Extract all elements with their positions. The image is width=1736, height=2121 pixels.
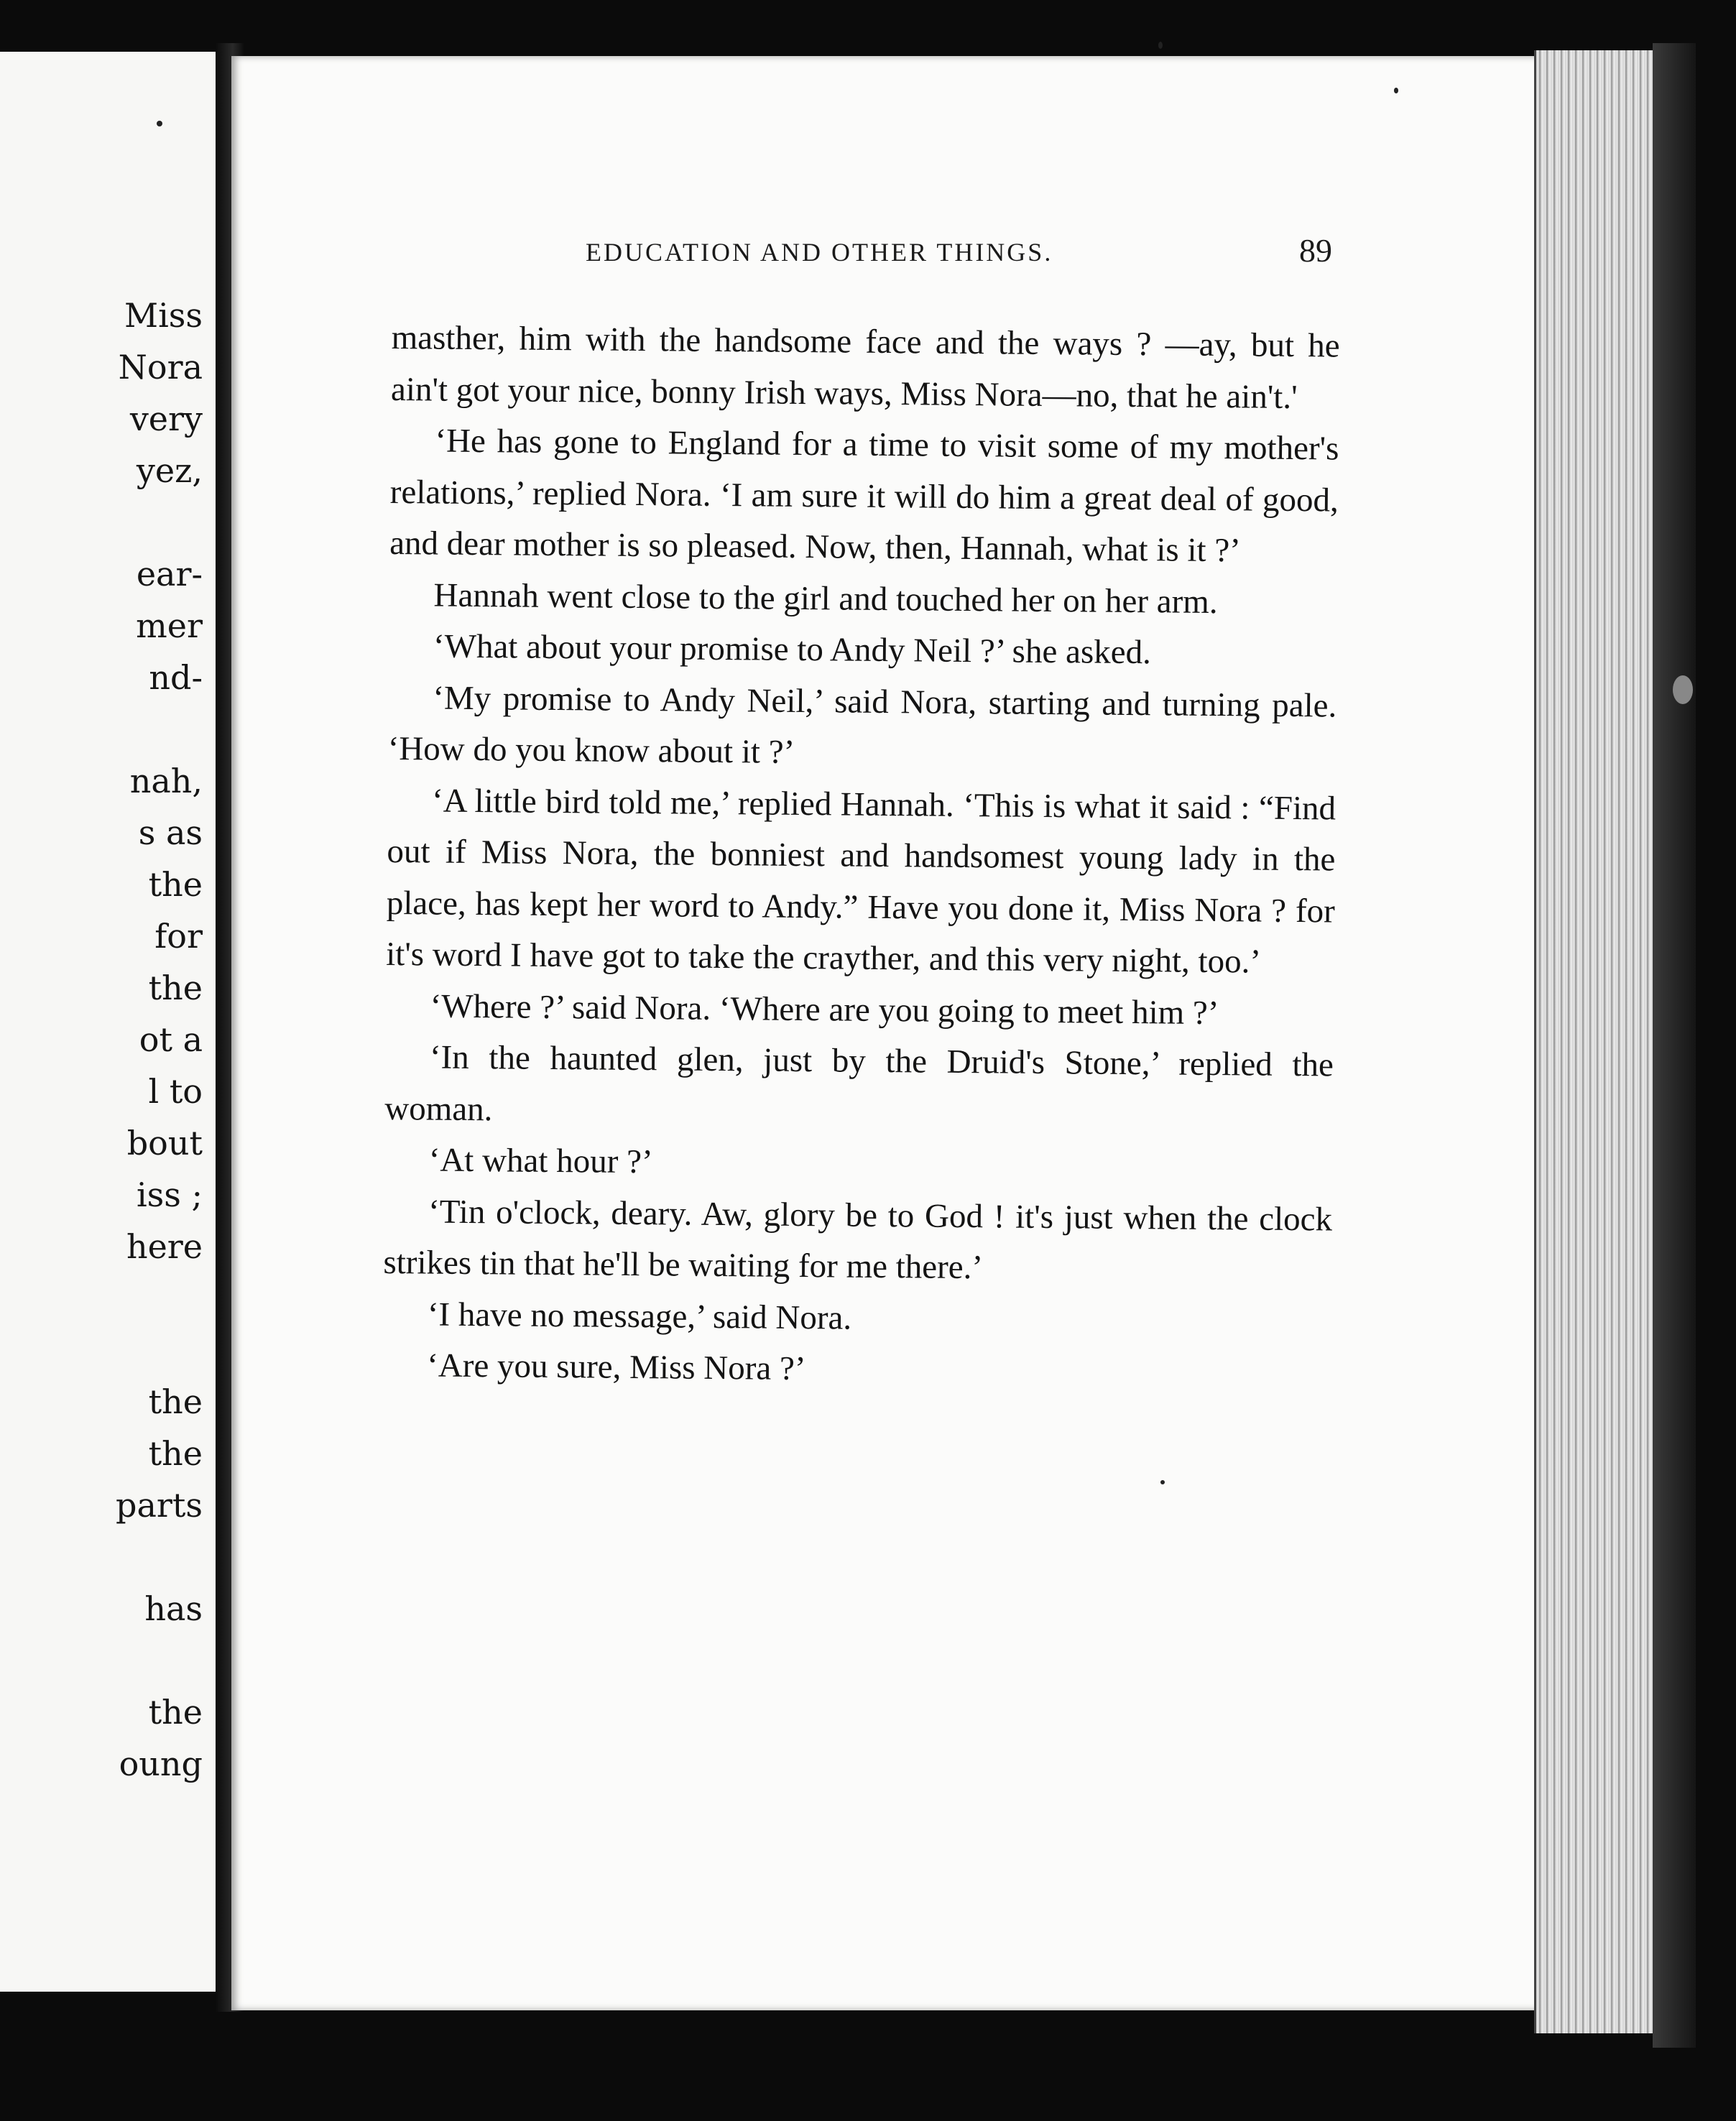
body-text	[382, 313, 1340, 1400]
left-fragment: the	[148, 969, 203, 1007]
paragraph: ‘Tin o'clock, deary. Aw, glory be to God ! it's just when the clock strikes tin that he'll be waiting for me there.’	[383, 1192, 1333, 1287]
left-fragment: for	[154, 917, 203, 956]
left-fragment: bout	[126, 1124, 203, 1163]
left-fragment: s as	[138, 813, 203, 852]
scan-speck	[157, 121, 162, 126]
left-fragment: here	[126, 1227, 203, 1266]
scan-speck	[1394, 88, 1398, 93]
paragraph: ‘I have no message,’ said Nora.	[427, 1295, 852, 1337]
scan-speck	[1160, 1480, 1165, 1484]
left-fragment: nd-	[149, 658, 203, 697]
paragraph: ‘In the haunted glen, just by the Druid's Stone,’ replied the woman.	[384, 1038, 1334, 1128]
scan-speck	[1158, 42, 1163, 49]
paragraph: ‘At what hour ?’	[428, 1141, 653, 1181]
paragraph: ‘My promise to Andy Neil,’ said Nora, starting and turning pale. ‘How do you know about it ?’	[387, 679, 1337, 771]
scan-speck	[1673, 675, 1693, 704]
running-head: EDUCATION AND OTHER THINGS.	[586, 238, 1053, 267]
paragraph: ‘He has gone to England for a time to visit some of my mother's relations,’ replied Nora. ‘I am sure it will do him a great deal of good, and dear mother is so pleased. Now, then, Hannah, what is it ?’	[389, 422, 1339, 570]
left-fragment: mer	[136, 606, 203, 645]
paragraph: ‘A little bird told me,’ replied Hannah. ‘This is what it said : “Find out if Miss Nora, the bonniest and handsomest young lady in the place, has kept her word to Andy.” Have you done it, Miss Nora ? for it's word I have got to take the crayther, and this very night, too.’	[385, 782, 1336, 981]
left-fragment: the	[148, 1693, 203, 1732]
left-fragment: iss ;	[136, 1175, 203, 1214]
left-fragment: oung	[119, 1745, 203, 1783]
paragraph: ‘Where ?’ said Nora. ‘Where are you going to meet him ?’	[430, 987, 1219, 1032]
left-fragment: ear-	[136, 555, 203, 593]
paragraph: ‘Are you sure, Miss Nora ?’	[426, 1346, 806, 1388]
left-fragment: has	[144, 1589, 203, 1628]
previous-page	[0, 52, 218, 1992]
left-fragment: nah,	[129, 762, 203, 800]
left-fragment: Nora	[118, 348, 203, 387]
paragraph: Hannah went close to the girl and touched her on her arm.	[433, 576, 1218, 621]
left-fragment: ot a	[139, 1020, 203, 1059]
left-fragment: the	[148, 1434, 203, 1473]
left-fragment: l to	[148, 1072, 203, 1111]
left-fragment: the	[148, 1382, 203, 1421]
left-fragment: Miss	[124, 296, 203, 335]
book-cover-edge	[1653, 43, 1696, 2048]
page-number: 89	[1299, 232, 1332, 269]
left-fragment: very	[129, 399, 203, 438]
left-fragment: yez,	[136, 451, 203, 490]
paragraph: ‘What about your promise to Andy Neil ?’ she asked.	[433, 627, 1152, 672]
left-fragment: parts	[116, 1486, 203, 1525]
paragraph: masther, him with the handsome face and the ways ? —ay, but he ain't got your nice, bonny Irish ways, Miss Nora—no, that he ain't.'	[390, 318, 1340, 416]
left-fragment: the	[148, 865, 203, 904]
